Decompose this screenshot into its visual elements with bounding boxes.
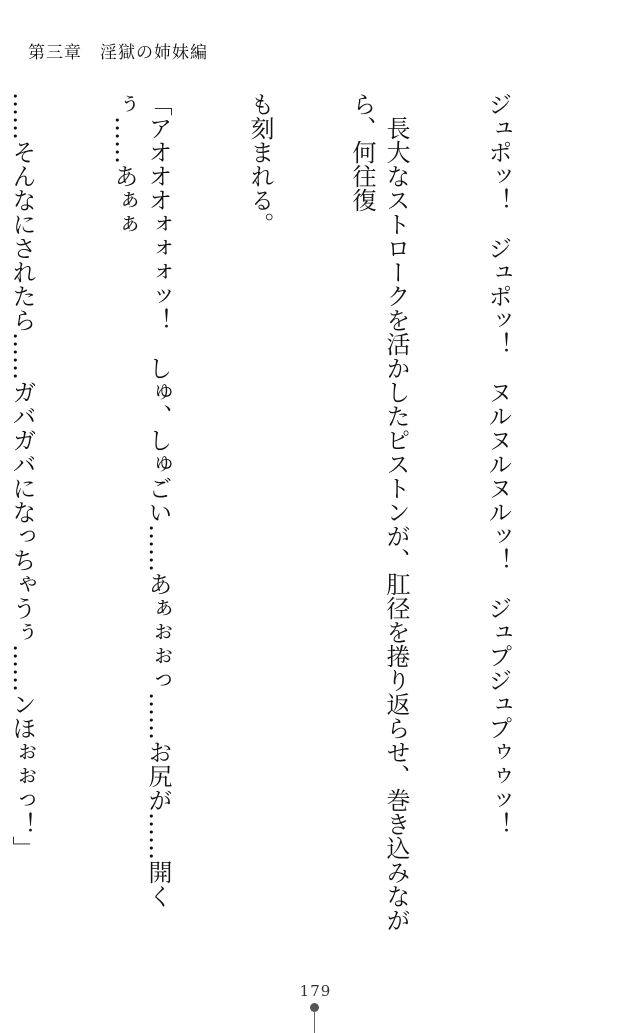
text-line: ……そんなにされたら……ガバガバになっちゃうぅ……ンほぉぉっ！」: [8, 92, 36, 860]
text-line: も刻まれる。: [246, 92, 274, 236]
text-line: 長大なストロークを活かしたピストンが、肛径を捲り返らせ、巻き込みながら、何往復: [348, 92, 410, 932]
page-number: 179: [299, 982, 332, 1000]
text-line: 「アオオオォォォッ！ しゅ、しゅごい……あぁぉぉっ……お尻が……開くぅ……あぁぁ: [110, 92, 172, 908]
page-ornament-line: [314, 1011, 315, 1033]
text-line: ジュポッ！ ジュポッ！ ヌルヌルヌルッ！ ジュプジュプゥゥッ！: [484, 92, 512, 836]
chapter-header: 第三章 淫獄の姉妹編: [28, 43, 208, 63]
vertical-body-text: [0, 92, 583, 942]
